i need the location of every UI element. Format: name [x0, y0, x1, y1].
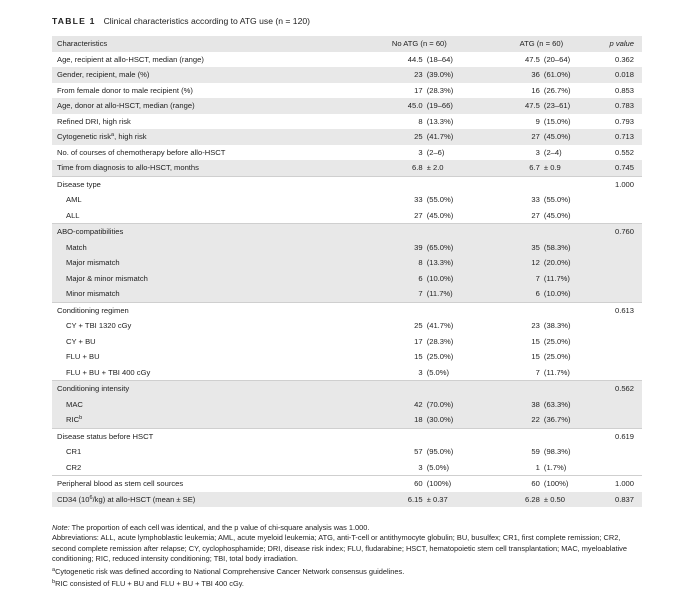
atg-value-count: 35 — [478, 240, 540, 256]
atg-value-count: 3 — [478, 145, 540, 161]
no-atg-value-detail: (41.7%) — [423, 129, 479, 145]
no-atg-value-detail: (11.7%) — [423, 286, 479, 302]
no-atg-value-count: 25 — [360, 318, 422, 334]
atg-value-count: 6.28 — [478, 492, 540, 508]
table-row — [52, 160, 642, 176]
header-no-atg: No ATG (n = 60) — [360, 36, 478, 52]
group-item-label: CY + TBI 1320 cGy — [52, 318, 360, 334]
table-header-row — [52, 36, 642, 52]
no-atg-value-count: 15 — [360, 349, 422, 365]
atg-value-count: 9 — [478, 114, 540, 130]
table-row — [52, 271, 642, 287]
p-value-empty — [605, 397, 643, 413]
table-row — [52, 444, 642, 460]
table-row — [52, 428, 642, 444]
group-item-label: CY + BU — [52, 334, 360, 350]
row-label: Age, recipient at allo-HSCT, median (range) — [52, 52, 360, 68]
p-value: 0.853 — [605, 83, 643, 99]
no-atg-value-count: 33 — [360, 192, 422, 208]
row-label: Refined DRI, high risk — [52, 114, 360, 130]
no-atg-value-count: 8 — [360, 114, 422, 130]
atg-value-count: 47.5 — [478, 98, 540, 114]
group-item-label: RIC$^b$ — [52, 412, 360, 428]
p-value: 0.562 — [605, 381, 643, 397]
atg-value-count: 7 — [478, 365, 540, 381]
atg-value-detail: (2–4) — [540, 145, 605, 161]
p-value: 0.619 — [605, 428, 643, 444]
row-label: Gender, recipient, male (%) — [52, 67, 360, 83]
no-atg-value-detail: ± 2.0 — [423, 160, 479, 176]
row-label: Peripheral blood as stem cell sources — [52, 476, 360, 492]
atg-value-count: 23 — [478, 318, 540, 334]
group-item-label: AML — [52, 192, 360, 208]
abbreviations-line: Abbreviations: ALL, acute lymphoblastic leukemia; AML, acute myeloid leukemia; ATG, anti-T-cell or antithymocyte globulin; BU, busulfex; CR1, first complete remission; CR2, second complete remission after relapse; CY, cyclophosphamide; DRI, disease risk index; FLU, fludarabine; HSCT, hematopoietic stem cell transplantation; MAC, myeloablative conditioning; RIC, reduced intensity conditioning; TBI, total body irradiation. — [52, 533, 627, 564]
p-value: 0.793 — [605, 114, 643, 130]
no-atg-value-detail: (55.0%) — [423, 192, 479, 208]
table-row — [52, 349, 642, 365]
p-value: 1.000 — [605, 176, 643, 192]
no-atg-value-detail: (2–6) — [423, 145, 479, 161]
no-atg-value-detail: ± 0.37 — [423, 492, 479, 508]
atg-value-count: 6.7 — [478, 160, 540, 176]
table-row — [52, 365, 642, 381]
atg-value-detail: (36.7%) — [540, 412, 605, 428]
p-value-empty — [605, 349, 643, 365]
group-item-label: MAC — [52, 397, 360, 413]
atg-value-detail: (26.7%) — [540, 83, 605, 99]
no-atg-value-count: 18 — [360, 412, 422, 428]
no-atg-value-count: 17 — [360, 83, 422, 99]
p-value: 0.613 — [605, 302, 643, 318]
table-number: TABLE 1 — [52, 16, 96, 26]
atg-value-count: 47.5 — [478, 52, 540, 68]
table-body — [52, 52, 642, 508]
table-title: Clinical characteristics according to ATG use (n = 120) — [103, 16, 310, 26]
no-atg-value-detail: (45.0%) — [423, 208, 479, 224]
atg-value-count: 12 — [478, 255, 540, 271]
row-label: Time from diagnosis to allo-HSCT, months — [52, 160, 360, 176]
atg-value-count: 59 — [478, 444, 540, 460]
p-value: 0.837 — [605, 492, 643, 508]
table-row — [52, 302, 642, 318]
group-item-label: ALL — [52, 208, 360, 224]
atg-value-detail: (55.0%) — [540, 192, 605, 208]
table-row — [52, 176, 642, 192]
group-label: Disease status before HSCT — [52, 428, 360, 444]
atg-value-count: 22 — [478, 412, 540, 428]
row-label: Cytogenetic risk$^a$, high risk — [52, 129, 360, 145]
no-atg-value-detail: (13.3%) — [423, 255, 479, 271]
group-item-label: Major & minor mismatch — [52, 271, 360, 287]
atg-value-detail: (25.0%) — [540, 349, 605, 365]
no-atg-value-detail: (30.0%) — [423, 412, 479, 428]
table-row — [52, 192, 642, 208]
p-value-empty — [605, 334, 643, 350]
atg-value-count: 6 — [478, 286, 540, 302]
atg-value-detail: (15.0%) — [540, 114, 605, 130]
atg-value-count: 33 — [478, 192, 540, 208]
atg-value-detail: (58.3%) — [540, 240, 605, 256]
table-row — [52, 145, 642, 161]
p-value: 0.745 — [605, 160, 643, 176]
no-atg-value-detail: (41.7%) — [423, 318, 479, 334]
atg-value-detail: (63.3%) — [540, 397, 605, 413]
atg-value-detail: (25.0%) — [540, 334, 605, 350]
atg-value-detail: (45.0%) — [540, 208, 605, 224]
no-atg-value-count: 45.0 — [360, 98, 422, 114]
no-atg-value-count: 3 — [360, 365, 422, 381]
group-item-label: Minor mismatch — [52, 286, 360, 302]
header-p-value: p value — [605, 36, 643, 52]
row-label: CD34 $(10^6/kg)$ at allo-HSCT (mean ± SE) — [52, 492, 360, 508]
p-value: 0.713 — [605, 129, 643, 145]
no-atg-value-detail: (95.0%) — [423, 444, 479, 460]
atg-value-count: 15 — [478, 334, 540, 350]
no-atg-value-detail: (65.0%) — [423, 240, 479, 256]
header-atg: ATG (n = 60) — [478, 36, 604, 52]
no-atg-value-count: 27 — [360, 208, 422, 224]
table-row — [52, 492, 642, 508]
no-atg-value-count: 39 — [360, 240, 422, 256]
no-atg-value-count: 60 — [360, 476, 422, 492]
no-atg-value-detail: (100%) — [423, 476, 479, 492]
table-row — [52, 240, 642, 256]
table-caption — [52, 16, 310, 26]
no-atg-value-count: 42 — [360, 397, 422, 413]
row-label: Age, donor at allo-HSCT, median (range) — [52, 98, 360, 114]
atg-value-detail: (45.0%) — [540, 129, 605, 145]
group-item-label: FLU + BU — [52, 349, 360, 365]
no-atg-value-detail: (18–64) — [423, 52, 479, 68]
atg-value-detail: (11.7%) — [540, 365, 605, 381]
note-line: Note: The proportion of each cell was identical, and the p value of chi-square analysis was 1.000. — [52, 523, 370, 532]
p-value-empty — [605, 365, 643, 381]
group-item-label: Major mismatch — [52, 255, 360, 271]
p-value-empty — [605, 286, 643, 302]
table-row — [52, 412, 642, 428]
group-item-label: Match — [52, 240, 360, 256]
p-value-empty — [605, 460, 643, 476]
no-atg-value-detail: (25.0%) — [423, 349, 479, 365]
p-value: 0.362 — [605, 52, 643, 68]
row-label: From female donor to male recipient (%) — [52, 83, 360, 99]
no-atg-value-count: 25 — [360, 129, 422, 145]
p-value-empty — [605, 318, 643, 334]
no-atg-value-detail: (5.0%) — [423, 365, 479, 381]
no-atg-value-count: 8 — [360, 255, 422, 271]
no-atg-value-detail: (39.0%) — [423, 67, 479, 83]
no-atg-value-detail: (70.0%) — [423, 397, 479, 413]
atg-value-count: 27 — [478, 129, 540, 145]
atg-value-detail: (20.0%) — [540, 255, 605, 271]
no-atg-value-detail: (5.0%) — [423, 460, 479, 476]
group-label: Conditioning intensity — [52, 381, 360, 397]
group-item-label: FLU + BU + TBI 400 cGy — [52, 365, 360, 381]
group-label: ABO-compatibilities — [52, 224, 360, 240]
no-atg-value-count: 6.8 — [360, 160, 422, 176]
no-atg-value-detail: (19–66) — [423, 98, 479, 114]
no-atg-value-count: 57 — [360, 444, 422, 460]
p-value: 1.000 — [605, 476, 643, 492]
group-label: Conditioning regimen — [52, 302, 360, 318]
group-label: Disease type — [52, 176, 360, 192]
table-row — [52, 98, 642, 114]
atg-value-count: 60 — [478, 476, 540, 492]
p-value-empty — [605, 412, 643, 428]
no-atg-value-count: 7 — [360, 286, 422, 302]
table-row — [52, 52, 642, 68]
atg-value-detail: (61.0%) — [540, 67, 605, 83]
characteristics-table — [52, 36, 642, 507]
p-value-empty — [605, 255, 643, 271]
atg-value-count: 16 — [478, 83, 540, 99]
no-atg-value-count: 6.15 — [360, 492, 422, 508]
table-row — [52, 397, 642, 413]
atg-value-count: 38 — [478, 397, 540, 413]
table-row — [52, 318, 642, 334]
table-row — [52, 129, 642, 145]
no-atg-value-count: 17 — [360, 334, 422, 350]
group-item-label: CR2 — [52, 460, 360, 476]
atg-value-detail: (1.7%) — [540, 460, 605, 476]
p-value-empty — [605, 444, 643, 460]
atg-value-detail: (38.3%) — [540, 318, 605, 334]
atg-value-detail: ± 0.50 — [540, 492, 605, 508]
footnote-b: $^b$RIC consisted of FLU + BU and FLU + BU + TBI 400 cGy. — [52, 579, 244, 589]
no-atg-value-detail: (28.3%) — [423, 83, 479, 99]
atg-value-detail: (20–64) — [540, 52, 605, 68]
p-value-empty — [605, 240, 643, 256]
table-row — [52, 83, 642, 99]
no-atg-value-count: 44.5 — [360, 52, 422, 68]
atg-value-count: 36 — [478, 67, 540, 83]
table-row — [52, 334, 642, 350]
atg-value-detail: (11.7%) — [540, 271, 605, 287]
table-row — [52, 255, 642, 271]
group-item-label: CR1 — [52, 444, 360, 460]
table-row — [52, 224, 642, 240]
atg-value-count: 15 — [478, 349, 540, 365]
atg-value-count: 27 — [478, 208, 540, 224]
no-atg-value-detail: (28.3%) — [423, 334, 479, 350]
p-value: 0.018 — [605, 67, 643, 83]
atg-value-detail: ± 0.9 — [540, 160, 605, 176]
atg-value-detail: (98.3%) — [540, 444, 605, 460]
header-characteristics: Characteristics — [52, 36, 360, 52]
atg-value-detail: (23–61) — [540, 98, 605, 114]
table-row — [52, 381, 642, 397]
p-value-empty — [605, 192, 643, 208]
atg-value-detail: (100%) — [540, 476, 605, 492]
table-row — [52, 286, 642, 302]
no-atg-value-count: 3 — [360, 460, 422, 476]
p-value-empty — [605, 271, 643, 287]
atg-value-count: 1 — [478, 460, 540, 476]
table-row — [52, 208, 642, 224]
no-atg-value-count: 6 — [360, 271, 422, 287]
footnote-a: $^a$Cytogenetic risk was defined according to National Comprehensive Cancer Network consensus guidelines. — [52, 566, 405, 576]
no-atg-value-detail: (13.3%) — [423, 114, 479, 130]
atg-value-detail: (10.0%) — [540, 286, 605, 302]
no-atg-value-count: 23 — [360, 67, 422, 83]
table-row — [52, 476, 642, 492]
no-atg-value-detail: (10.0%) — [423, 271, 479, 287]
table-row — [52, 460, 642, 476]
no-atg-value-count: 3 — [360, 145, 422, 161]
p-value: 0.552 — [605, 145, 643, 161]
p-value: 0.760 — [605, 224, 643, 240]
table-row — [52, 67, 642, 83]
table-row — [52, 114, 642, 130]
p-value: 0.783 — [605, 98, 643, 114]
atg-value-count: 7 — [478, 271, 540, 287]
table-notes — [52, 523, 642, 589]
row-label: No. of courses of chemotherapy before allo-HSCT — [52, 145, 360, 161]
p-value-empty — [605, 208, 643, 224]
